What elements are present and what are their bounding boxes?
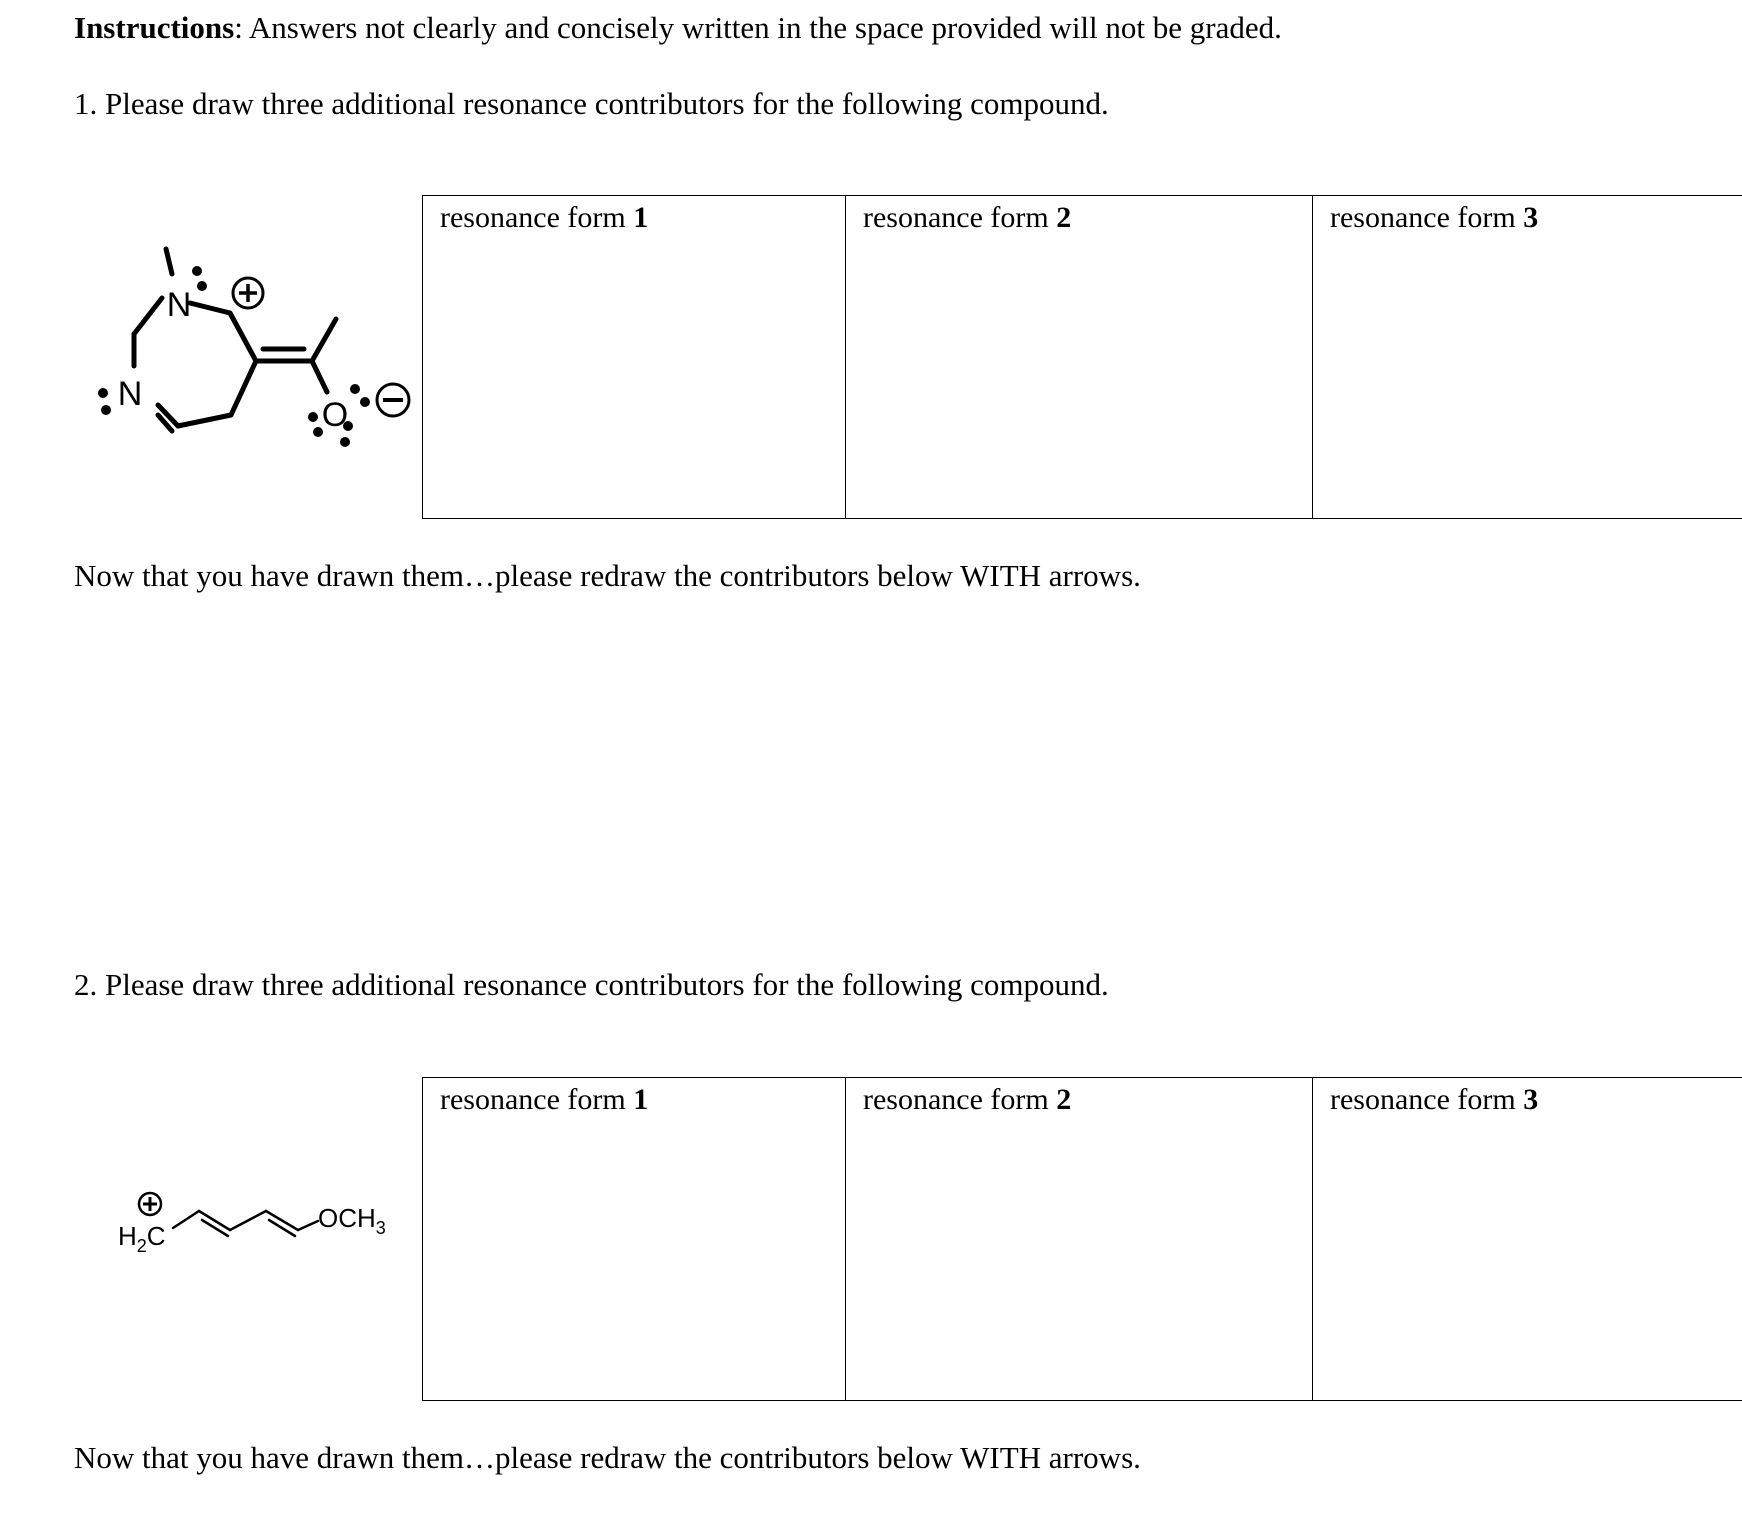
q1-prompt: 1. Please draw three additional resonance contributors for the following compound.: [74, 86, 1109, 121]
q1-followup: Now that you have drawn them…please redraw the contributors below WITH arrows.: [74, 558, 1141, 593]
q1-resonance-form-2-box[interactable]: [846, 196, 1313, 518]
q2-resonance-form-1-label: resonance form 1: [440, 1083, 649, 1116]
q1-resonance-table: [422, 195, 1742, 519]
q2-structure-diagram: [110, 1182, 410, 1262]
q1-resonance-form-3-box[interactable]: [1313, 196, 1742, 518]
q1-minus-charge-icon: [377, 384, 409, 416]
q2-plus-charge-icon: [139, 1193, 161, 1215]
q2-followup: Now that you have drawn them…please redraw the contributors below WITH arrows.: [74, 1440, 1141, 1475]
q1-resonance-form-1-box[interactable]: [423, 196, 846, 518]
q2-resonance-form-3-label: resonance form 3: [1330, 1083, 1539, 1116]
q1-molecule: [85, 235, 425, 470]
instructions-line: [74, 10, 1282, 46]
q1-structure-diagram: [85, 235, 425, 465]
q1-atom-o: O: [321, 396, 349, 434]
instructions-label: Instructions: [74, 10, 235, 45]
q1-plus-charge-icon: [233, 278, 263, 308]
q2-molecule: [110, 1182, 410, 1267]
q2-resonance-form-1-box[interactable]: [423, 1078, 846, 1400]
q1-atom-n2: N: [117, 375, 143, 413]
q2-resonance-table: [422, 1077, 1742, 1401]
q1-resonance-form-1-label: resonance form 1: [440, 201, 649, 234]
q1-resonance-form-3-label: resonance form 3: [1330, 201, 1539, 234]
instructions-text: : Answers not clearly and concisely written in the space provided will not be graded.: [234, 10, 1282, 45]
q2-right-group: $OCH_3$: [318, 1203, 386, 1238]
q2-resonance-form-2-label: resonance form 2: [863, 1083, 1072, 1116]
q1-resonance-form-2-label: resonance form 2: [863, 201, 1072, 234]
q2-resonance-form-2-box[interactable]: [846, 1078, 1313, 1400]
q2-resonance-form-3-box[interactable]: [1313, 1078, 1742, 1400]
q1-atom-n1: N: [166, 286, 192, 324]
q2-left-group: $H_2C$: [118, 1221, 166, 1256]
q2-prompt: 2. Please draw three additional resonance contributors for the following compound.: [74, 967, 1109, 1002]
